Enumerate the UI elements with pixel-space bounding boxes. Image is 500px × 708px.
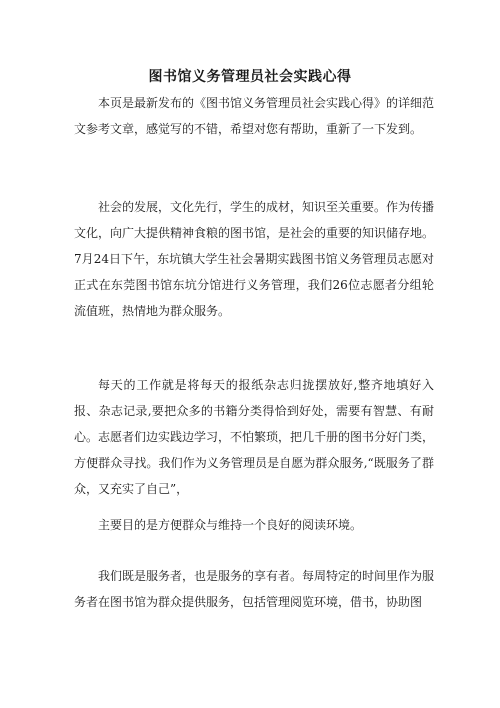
paragraph-background: 社会的发展，文化先行，学生的成材，知识至关重要。作为传播文化，向广大提供精神食粮的图书馆，是社会的重要的知识储存地。7月24日下午，东坑镇大学生社会暑期实践图书馆义务管理员志愿对正式在东莞图书馆东坑分馆进行义务管理，我们26位志愿者分组轮流值班，热情地为群众服务。 [74, 200, 435, 318]
document-title: 图书馆义务管理员社会实践心得 [148, 69, 352, 85]
paragraph-service: 我们既是服务者，也是服务的享有者。每周特定的时间里作为服务者在图书馆为群众提供服务，包括管理阅览环境，借书，协助图 [74, 569, 435, 609]
paragraph-daily-work: 每天的工作就是将每天的报纸杂志归拢摆放好,整齐地填好入报、杂志记录,要把众多的书籍分类得恰到好处，需要有智慧、有耐心。志愿者们边实践边学习，不怕繁琐，把几千册的图书分好门类，方便群众寻找。我们作为义务管理员是自愿为群众服务,“既服务了群众，又充实了自己”， [74, 378, 435, 496]
paragraph-main-purpose: 主要目的是方便群众与维持一个良好的阅读环境。 [98, 518, 363, 532]
paragraph-intro: 本页是最新发布的《图书馆义务管理员社会实践心得》的详细范文参考文章，感觉写的不错，希望对您有帮助，重新了一下发到。 [74, 96, 435, 136]
